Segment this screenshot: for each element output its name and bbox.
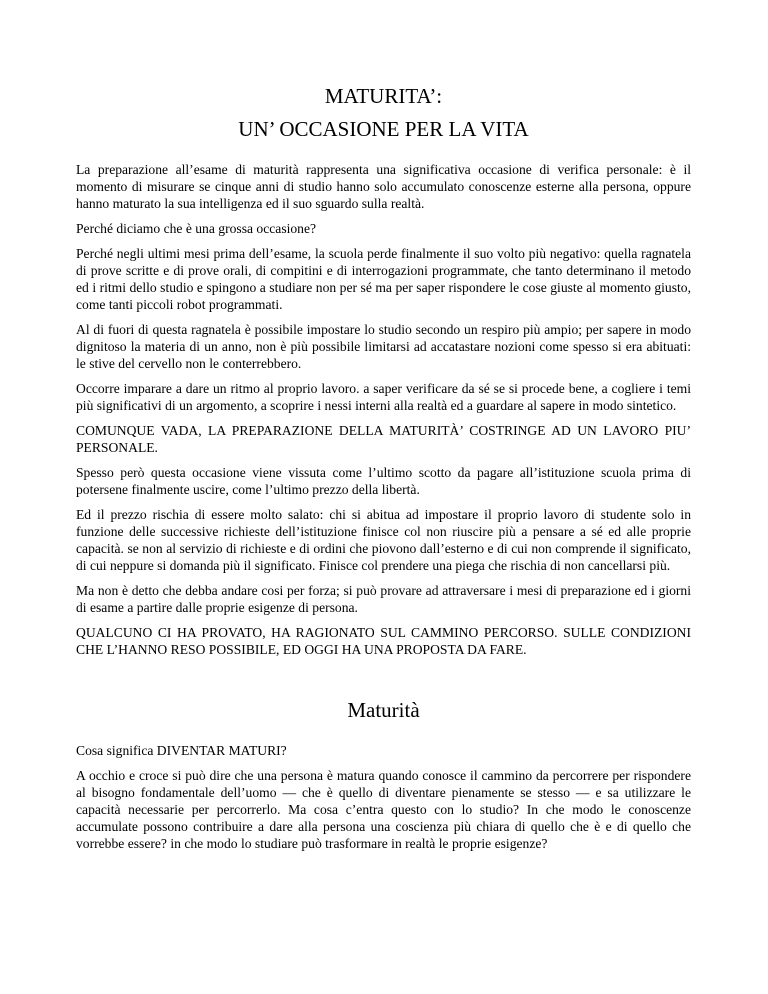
paragraph: Cosa significa DIVENTAR MATURI? xyxy=(76,743,287,758)
paragraph: Al di fuori di questa ragnatela è possibile impostare lo studio secondo un respiro più ampio; per sapere in modo dignitoso la materia di un anno, non è più possibile limitarsi ad accatastare nozioni come spesso si era abituati: le stive del cervello non le conterrebbero. xyxy=(76,322,691,371)
paragraph: Ed il prezzo rischia di essere molto salato: chi si abitua ad impostare il proprio lavoro di studente solo in funzione delle successive richieste dell’istituzione finisce col non riuscire più a pensare a sé ed alle proprie capacità. se non al servizio di richieste e di ordini che piovono dall’esterno e di cui non comprende il significato, di cui neppure si domanda più il significato. Finisce col prendere una piega che rischia di non cancellarsi più. xyxy=(76,507,691,573)
document-title xyxy=(76,0,691,143)
intro-section xyxy=(76,161,691,658)
paragraph: Spesso però questa occasione viene vissuta come l’ultimo scotto da pagare all’istituzione scuola prima di potersene finalmente uscire, come l’ultimo prezzo della libertà. xyxy=(76,465,691,497)
paragraph: A occhio e croce si può dire che una persona è matura quando conosce il cammino da percorrere per rispondere al bisogno fondamentale dell’uomo — che è quello di diventare pienamente se stesso — e sa utilizzare le capacità necessarie per percorrerlo. Ma cosa c’entra questo con lo studio? In che modo le conoscenze accumulate possono contribuire a dare alla persona una coscienza più chiara di quello che è e di quello che vorrebbe essere? in che modo lo studiare può trasformare in realtà le proprie esigenze? xyxy=(76,768,691,851)
maturita-section xyxy=(76,742,691,852)
paragraph: La preparazione all’esame di maturità rappresenta una significativa occasione di verifica personale: è il momento di misurare se cinque anni di studio hanno solo accumulato conoscenze esterne alla persona, oppure hanno maturato la sua intelligenza ed il suo sguardo sulla realtà. xyxy=(76,162,691,211)
title-line-2: UN’ OCCASIONE PER LA VITA xyxy=(238,117,529,141)
paragraph: Occorre imparare a dare un ritmo al proprio lavoro. a saper verificare da sé se si procede bene, a cogliere i temi più significativi di un argomento, a scoprire i nessi interni alla realtà ed a guardare al sapere in modo sintetico. xyxy=(76,381,691,413)
paragraph: Perché diciamo che è una grossa occasione? xyxy=(76,221,317,236)
paragraph: Ma non è detto che debba andare cosi per forza; si può provare ad attraversare i mesi di preparazione ed i giorni di esame a partire dalle proprie esigenze di persona. xyxy=(76,583,691,615)
title-line-1: MATURITA’: xyxy=(324,84,443,108)
section-heading: Maturità xyxy=(347,698,420,722)
paragraph: Perché negli ultimi mesi prima dell’esame, la scuola perde finalmente il suo volto più negativo: quella ragnatela di prove scritte e di prove orali, di compitini e di interrogazioni programmate, che tanto determinano il metodo ed i ritmi dello studio e spingono a studiare non per sé ma per saper rispondere le cose giuste al momento giusto, come tanti piccoli robot programmati. xyxy=(76,246,691,312)
paragraph: COMUNQUE VADA, LA PREPARAZIONE DELLA MATURITÀ’ COSTRINGE AD UN LAVORO PIU’ PERSONALE. xyxy=(76,423,691,455)
paragraph: QUALCUNO CI HA PROVATO, HA RAGIONATO SUL CAMMINO PERCORSO. SULLE CONDIZIONI CHE L’HANNO RESO POSSIBILE, ED OGGI HA UNA PROPOSTA DA FARE. xyxy=(76,625,691,657)
